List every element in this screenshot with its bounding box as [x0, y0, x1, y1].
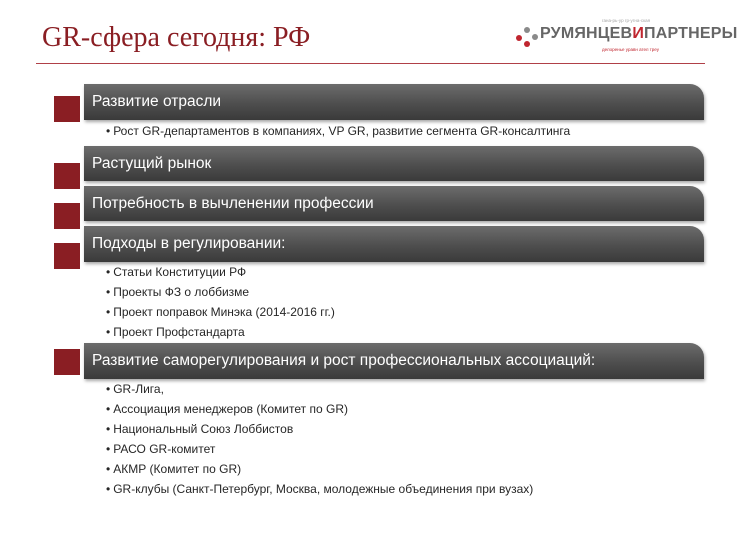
section-heading-regulation: Подходы в регулировании:	[84, 226, 704, 262]
section-heading-industry: Развитие отрасли	[84, 84, 704, 120]
bullet-item: • Ассоциация менеджеров (Комитет по GR)	[106, 399, 533, 419]
section-bullets-industry	[106, 121, 570, 141]
logo-name-part1: РУМЯНЦЕВ	[540, 25, 633, 42]
logo-dot	[516, 35, 522, 41]
section-marker	[54, 203, 80, 229]
bullet-item: • Проект поправок Минэка (2014-2016 гг.)	[106, 302, 335, 322]
logo-wordmark	[540, 25, 737, 43]
bullet-item: • АКМР (Комитет по GR)	[106, 459, 533, 479]
section-bullets-regulation	[106, 262, 335, 342]
section-heading-market: Растущий рынок	[84, 146, 704, 181]
bullet-item: • GR-клубы (Санкт-Петербург, Москва, молодежные объединения при вузах)	[106, 479, 533, 499]
logo-tagline-top: гана-рь-ур гр-угна-ская	[602, 18, 651, 23]
section-bullets-associations	[106, 379, 533, 499]
bullet-item: • Национальный Союз Лоббистов	[106, 419, 533, 439]
bullet-item: • РАСО GR-комитет	[106, 439, 533, 459]
section-heading-self-regulation: Развитие саморегулирования и рост профессиональных ассоциаций:	[84, 343, 704, 379]
bullet-item: • Проекты ФЗ о лоббизме	[106, 282, 335, 302]
section-marker	[54, 349, 80, 375]
section-marker	[54, 96, 80, 122]
logo-name-part3: ПАРТНЕРЫ	[644, 25, 737, 42]
header-divider	[36, 63, 705, 64]
slide-title: GR-сфера сегодня: РФ	[42, 22, 311, 53]
bullet-item: • Статьи Конституции РФ	[106, 262, 335, 282]
logo-dot	[524, 41, 530, 47]
section-marker	[54, 163, 80, 189]
company-logo	[516, 18, 737, 52]
logo-tagline-bottom: делоренье уравн ател треу	[602, 47, 659, 52]
logo-dot	[532, 34, 538, 40]
section-heading-profession: Потребность в вычленении профессии	[84, 186, 704, 221]
bullet-item: • Проект Профстандарта	[106, 322, 335, 342]
logo-name-part2: И	[632, 25, 645, 42]
logo-dots-icon	[516, 26, 540, 50]
bullet-item: • GR-Лига,	[106, 379, 533, 399]
logo-dot	[524, 27, 530, 33]
bullet-item: • Рост GR-департаментов в компаниях, VP GR, развитие сегмента GR-консалтинга	[106, 121, 570, 141]
section-marker	[54, 243, 80, 269]
